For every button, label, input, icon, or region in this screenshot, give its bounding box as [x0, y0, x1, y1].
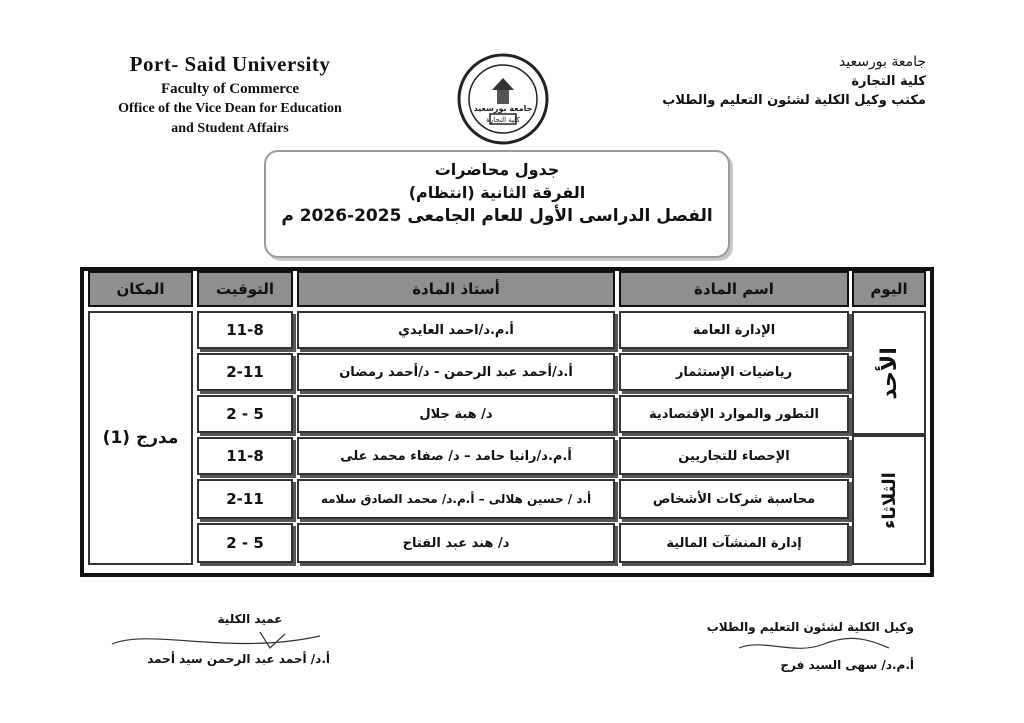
time-cell: 2-11 [197, 353, 293, 391]
header-day: اليوم [852, 271, 926, 307]
title-line-3: الفصل الدراسى الأول للعام الجامعى 2025-2026 م [281, 206, 713, 226]
time-cell: 11-8 [197, 311, 293, 349]
vice-dean-name: أ.م.د/ سهى السيد فرج [780, 658, 914, 672]
header-subject: اسم المادة [619, 271, 849, 307]
seal-text-1: جامعة بورسعيد [473, 104, 533, 113]
faculty-name-en: Faculty of Commerce [160, 81, 299, 97]
day-label-sunday: الأحد [876, 346, 902, 400]
professor-cell: أ.د / حسين هلالى – أ.م.د/ محمد الصادق سلامه [297, 479, 615, 519]
arabic-header [626, 54, 926, 108]
office-name-en-1: Office of the Vice Dean for Education [118, 101, 342, 116]
schedule-title-box [264, 150, 730, 258]
english-header [60, 52, 400, 138]
time-cell: 5 - 2 [197, 523, 293, 563]
university-name-en: Port- Said University [129, 52, 331, 76]
header-time: التوقيت [197, 271, 293, 307]
title-line-1: جدول محاضرات [434, 160, 560, 179]
faculty-name-ar: كلية التجارة [851, 74, 926, 89]
time-cell: 11-8 [197, 437, 293, 475]
subject-cell: محاسبة شركات الأشخاص [619, 479, 849, 519]
vice-dean-title: وكيل الكلية لشئون التعليم والطلاب [706, 620, 914, 634]
office-name-en-2: and Student Affairs [171, 121, 289, 136]
time-cell: 2-11 [197, 479, 293, 519]
day-cell-tuesday [852, 435, 926, 565]
time-cell: 5 - 2 [197, 395, 293, 433]
subject-cell: التطور والموارد الإقتصادية [619, 395, 849, 433]
university-name-ar: جامعة بورسعيد [838, 54, 926, 70]
dean-signature-scribble [110, 626, 330, 652]
header-professor: أستاذ المادة [297, 271, 615, 307]
dean-title: عميد الكلية [217, 612, 283, 626]
title-line-2: الفرقة الثانية (انتظام) [408, 183, 586, 202]
place-cell [88, 311, 193, 565]
seal-text-2: كلية التجارة [486, 116, 520, 124]
professor-cell: د/ هند عبد الفتاح [297, 523, 615, 563]
dean-name: أ.د/ أحمد عبد الرحمن سيد أحمد [147, 652, 330, 666]
office-name-ar: مكتب وكيل الكلية لشئون التعليم والطلاب [662, 93, 926, 108]
vice-dean-signature-block [594, 620, 914, 672]
professor-cell: أ.م.د/احمد العايدي [297, 311, 615, 349]
dean-signature-block [130, 612, 330, 666]
schedule-table [80, 267, 934, 577]
day-cell-sunday [852, 311, 926, 435]
day-label-tuesday: الثلاثاء [878, 471, 900, 529]
professor-cell: د/ هبة جلال [297, 395, 615, 433]
subject-cell: الإحصاء للتجاريين [619, 437, 849, 475]
header-place: المكان [88, 271, 193, 307]
place-label: مدرج (1) [102, 428, 179, 448]
subject-cell: رياضيات الإستثمار [619, 353, 849, 391]
vice-dean-signature-scribble [734, 634, 894, 658]
professor-cell: أ.د/أحمد عبد الرحمن - د/أحمد رمضان [297, 353, 615, 391]
subject-cell: الإدارة العامة [619, 311, 849, 349]
university-seal-logo [456, 52, 550, 146]
subject-cell: إدارة المنشآت المالية [619, 523, 849, 563]
professor-cell: أ.م.د/رانيا حامد – د/ صفاء محمد على [297, 437, 615, 475]
